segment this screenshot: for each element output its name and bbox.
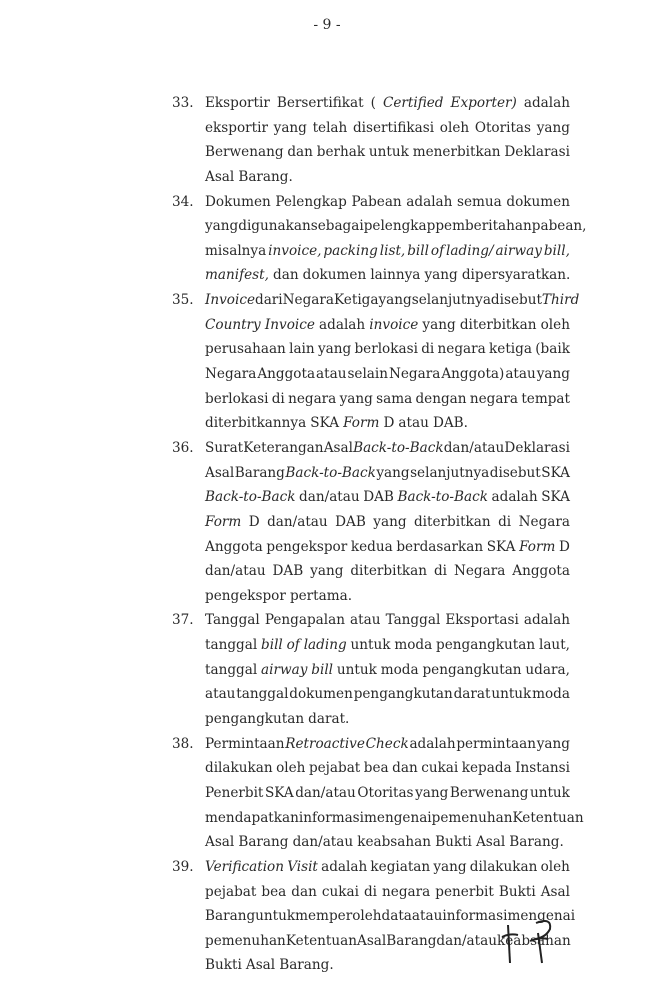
word: bea: [261, 883, 287, 900]
text-line: [205, 584, 570, 609]
text-line: [205, 559, 570, 584]
word: ketiga: [489, 341, 532, 358]
word: yang: [415, 784, 449, 801]
word: pengangkutan: [353, 686, 453, 703]
word: Asal: [205, 464, 235, 481]
item-number: 36.: [172, 439, 194, 456]
italic-term: Invoice: [264, 316, 315, 333]
word: DAB: [272, 563, 304, 580]
word: negara: [437, 341, 486, 358]
word: negara: [288, 390, 337, 407]
word: SKA: [486, 538, 516, 555]
word: dari: [255, 292, 283, 309]
word: SKA: [541, 464, 570, 481]
word: adalah: [523, 612, 570, 629]
word: Penerbit: [205, 784, 264, 801]
italic-term: Exporter): [450, 95, 517, 111]
definition-item: [172, 288, 580, 436]
word: disertifikasi: [352, 119, 435, 136]
word: Deklarasi: [504, 144, 570, 161]
italic-term: lading/: [446, 242, 494, 259]
word: dilakukan: [469, 858, 538, 875]
text-line: [205, 239, 570, 264]
italic-term: Form: [205, 513, 242, 530]
word: Barang.: [238, 168, 293, 185]
word: semua: [457, 193, 502, 210]
word: yang: [378, 292, 412, 309]
word: dan/atau: [205, 563, 266, 580]
word: DAB: [363, 489, 394, 506]
text-line: [205, 781, 570, 806]
word: Pelengkap: [275, 193, 347, 210]
word: Negara: [453, 563, 506, 580]
word: dan: [291, 883, 317, 900]
text-line: [205, 116, 570, 141]
text-line: [205, 682, 570, 707]
word: diterbitkan: [413, 513, 491, 530]
word: diterbitkannya: [205, 415, 307, 432]
word: diterbitkan: [350, 563, 428, 580]
word: eksportir: [205, 119, 268, 136]
italic-term: lading: [303, 637, 347, 654]
italic-term: manifest,: [205, 267, 269, 284]
word: untuk: [529, 784, 570, 801]
italic-term: Retroactive: [285, 735, 365, 752]
text-line: [205, 214, 587, 239]
word: Ketiga: [334, 292, 379, 309]
word: negara: [469, 390, 519, 407]
text-line: [205, 830, 570, 855]
word: adalah: [523, 95, 570, 111]
definition-item: [172, 608, 570, 731]
text-line: [205, 633, 570, 658]
word: adalah: [406, 193, 453, 210]
word: pabean,: [531, 218, 587, 235]
word: moda: [532, 686, 570, 703]
word: pejabat: [308, 760, 361, 777]
text-line: [205, 756, 570, 781]
italic-term: Visit: [287, 858, 318, 875]
word: D: [559, 538, 570, 555]
text-line: [205, 658, 570, 683]
text-line: [205, 190, 570, 215]
word: Anggota: [257, 366, 316, 383]
italic-term: airway: [261, 661, 308, 678]
italic-term: Check: [365, 735, 409, 752]
word: Bukti: [498, 883, 536, 900]
word: Dokumen: [205, 193, 271, 210]
text-line: [205, 313, 570, 338]
text-line: [205, 91, 570, 116]
word: yang: [339, 390, 373, 407]
italic-term: list,: [379, 242, 406, 259]
text-line: [205, 535, 570, 560]
word: penerbit: [435, 883, 494, 900]
italic-term: bill: [407, 242, 429, 259]
word: moda: [380, 661, 419, 678]
text-line: [205, 411, 570, 436]
word: pertama.: [289, 587, 353, 604]
item-number: 34.: [172, 193, 194, 210]
word: di: [421, 341, 435, 358]
word: dan/atau: [295, 784, 356, 801]
item-number: 33.: [172, 95, 194, 111]
word: Ketentuan: [285, 932, 357, 949]
word: Pabean: [351, 193, 402, 210]
word: SKA: [310, 415, 340, 432]
italic-term: Back-to-Back: [353, 439, 444, 456]
text-line: [205, 707, 570, 732]
word: berdasarkan: [396, 538, 484, 555]
text-line: [205, 461, 570, 486]
text-line: [205, 165, 570, 190]
word: yang: [433, 858, 467, 875]
word: atau: [398, 415, 429, 432]
item-number: 39.: [172, 858, 194, 875]
text-line: [205, 337, 570, 362]
word: berhak: [316, 144, 366, 161]
word: adalah: [319, 316, 366, 333]
word: yang: [317, 341, 352, 358]
word: yang: [310, 563, 344, 580]
word: telah: [312, 119, 348, 136]
word: cukai: [321, 883, 359, 900]
word: SKA: [264, 784, 294, 801]
italic-term: invoice: [369, 316, 419, 333]
text-line: [205, 510, 570, 535]
italic-term: invoice,: [268, 242, 322, 259]
word: Negara: [518, 513, 570, 530]
text-line: [205, 436, 570, 461]
word: dokumen: [506, 193, 570, 210]
italic-term: Third: [541, 292, 580, 309]
italic-term: Back-to-Back: [205, 489, 296, 506]
word: dan: [273, 267, 299, 284]
word: berlokasi: [205, 390, 269, 407]
word: D: [248, 513, 260, 530]
word: misalnya: [205, 242, 267, 259]
word: Berwenang: [449, 784, 529, 801]
word: dan: [392, 760, 418, 777]
word: berlokasi: [354, 341, 418, 358]
word: disebut: [489, 464, 541, 481]
definition-item: [172, 436, 570, 608]
word: Asal: [475, 834, 506, 851]
word: pejabat: [205, 883, 257, 900]
word: Tanggal: [205, 612, 260, 629]
word: kegiatan: [370, 858, 431, 875]
word: Barang.: [509, 834, 564, 851]
word: SKA: [541, 489, 570, 506]
word: oleh: [540, 316, 570, 333]
word: Pengapalan: [264, 612, 345, 629]
word: yang: [205, 218, 239, 235]
text-line: [205, 608, 570, 633]
word: di: [498, 513, 512, 530]
italic-term: Form: [343, 415, 380, 432]
word: dengan: [415, 390, 467, 407]
definitions-list: [172, 91, 587, 978]
word: pelengkap: [363, 218, 436, 235]
word: Barang: [205, 908, 256, 925]
word: mendapatkan: [205, 809, 299, 826]
word: sebagai: [310, 218, 364, 235]
italic-term: Invoice: [205, 292, 255, 309]
italic-term: bill: [261, 637, 283, 654]
word: oleh: [276, 760, 306, 777]
word: Surat: [205, 439, 244, 456]
text-line: [205, 732, 570, 757]
word: keabsahan: [496, 932, 571, 949]
word: sama: [376, 390, 413, 407]
word: menerbitkan: [412, 144, 501, 161]
word: yang: [373, 513, 407, 530]
word: keabsahan: [357, 834, 432, 851]
word: yang: [424, 267, 458, 284]
word: dipersyaratkan.: [461, 267, 571, 284]
word: dan: [287, 144, 313, 161]
word: Otoritas: [357, 784, 414, 801]
word: tanggal: [205, 637, 258, 654]
handwritten-initials: [500, 915, 570, 965]
word: tanggal: [236, 686, 289, 703]
italic-term: bill,: [543, 242, 570, 259]
italic-term: Certified: [382, 95, 444, 111]
word: atau: [411, 908, 443, 925]
word: Negara: [205, 366, 257, 383]
word: pemberitahan: [435, 218, 532, 235]
text-line: [205, 263, 570, 288]
word: Asal: [205, 834, 235, 851]
word: yang: [536, 119, 570, 136]
item-number: 35.: [172, 292, 194, 309]
word: untuk: [255, 908, 296, 925]
word: darat.: [308, 711, 350, 728]
word: pengekspor: [205, 587, 286, 604]
item-number: 37.: [172, 612, 194, 629]
word: pengangkutan: [422, 661, 522, 678]
word: Permintaan: [205, 735, 285, 752]
word: di: [363, 883, 378, 900]
word: Deklarasi: [504, 439, 570, 456]
text-line: [205, 387, 570, 412]
italic-term: Back-to-Back: [397, 489, 488, 506]
italic-term: packing: [323, 242, 378, 259]
word: Asal: [205, 168, 235, 185]
word: (: [370, 95, 376, 111]
word: dan/atau: [292, 834, 354, 851]
word: atau: [205, 686, 236, 703]
word: untuk: [336, 661, 377, 678]
word: selanjutnya: [410, 464, 490, 481]
word: perusahaan: [205, 341, 286, 358]
word: oleh: [439, 119, 470, 136]
word: Barang: [234, 464, 285, 481]
text-line: [205, 485, 570, 510]
word: (baik: [535, 341, 570, 358]
word: pengekspor: [266, 538, 348, 555]
word: Ketentuan: [512, 809, 584, 826]
word: bea: [363, 760, 389, 777]
word: Negara: [282, 292, 335, 309]
word: tanggal: [205, 661, 258, 678]
text-line: [205, 880, 570, 905]
word: dan/atau: [443, 439, 505, 456]
italic-term: Country: [205, 316, 261, 333]
text-line: [205, 140, 570, 165]
text-line: [205, 855, 570, 880]
word: atau: [350, 612, 381, 629]
definition-item: [172, 190, 587, 289]
word: adalah: [321, 858, 368, 875]
word: darat: [453, 686, 491, 703]
definition-item: [172, 91, 570, 190]
italic-term: airway: [495, 242, 542, 259]
word: Eksportasi: [445, 612, 519, 629]
word: laut,: [538, 637, 570, 654]
word: dan/atau: [436, 932, 497, 949]
italic-term: Back-to-Back: [285, 464, 376, 481]
word: dokumen: [289, 686, 353, 703]
text-line: [205, 806, 584, 831]
word: Bersertifikat: [276, 95, 364, 111]
italic-term: bill: [311, 661, 334, 678]
word: digunakan: [238, 218, 311, 235]
word: mengenai: [364, 809, 432, 826]
word: selain: [347, 366, 389, 383]
item-number: 38.: [172, 735, 194, 752]
word: Barang: [386, 932, 437, 949]
word: Asal: [357, 932, 387, 949]
word: kedua: [350, 538, 393, 555]
word: dan/atau: [267, 513, 328, 530]
word: atau: [316, 366, 347, 383]
word: adalah: [409, 735, 456, 752]
word: pengangkutan: [205, 711, 305, 728]
word: informasi: [442, 908, 508, 925]
word: memperoleh: [295, 908, 382, 925]
word: Anggota): [441, 366, 505, 383]
word: Bukti: [205, 957, 242, 974]
word: yang: [536, 735, 570, 752]
word: negara: [382, 883, 431, 900]
word: Bukti: [435, 834, 472, 851]
text-line: [205, 362, 570, 387]
word: Eksportir: [205, 95, 270, 111]
italic-term: of: [286, 637, 300, 654]
word: kepada: [461, 760, 512, 777]
word: Barang: [238, 834, 289, 851]
word: Keterangan: [243, 439, 324, 456]
word: yang: [422, 316, 456, 333]
word: Berwenang: [205, 144, 284, 161]
word: yang: [273, 119, 307, 136]
word: disebut: [490, 292, 542, 309]
word: Tanggal: [385, 612, 441, 629]
word: lainnya: [370, 267, 421, 284]
page-number: - 9 -: [313, 17, 341, 33]
word: adalah: [491, 489, 538, 506]
word: atau: [505, 366, 536, 383]
word: Asal: [323, 439, 353, 456]
word: di: [433, 563, 448, 580]
word: lain: [289, 341, 315, 358]
italic-term: Form: [519, 538, 556, 555]
word: untuk: [368, 144, 409, 161]
word: pemenuhan: [431, 809, 513, 826]
word: dokumen: [302, 267, 367, 284]
word: cukai: [421, 760, 459, 777]
word: Asal: [540, 883, 570, 900]
word: informasi: [298, 809, 365, 826]
word: dilakukan: [205, 760, 273, 777]
word: diterbitkan: [459, 316, 537, 333]
word: pemenuhan: [205, 932, 286, 949]
word: yang: [536, 366, 570, 383]
word: Asal: [245, 957, 276, 974]
italic-term: of: [430, 242, 445, 259]
word: dan/atau: [299, 489, 360, 506]
word: permintaan: [456, 735, 536, 752]
word: DAB.: [432, 415, 468, 432]
word: Anggota: [205, 538, 263, 555]
word: pengangkutan: [436, 637, 536, 654]
word: yang: [376, 464, 410, 481]
word: oleh: [540, 858, 570, 875]
word: data: [381, 908, 412, 925]
word: mengenai: [507, 908, 576, 925]
word: di: [271, 390, 285, 407]
word: untuk: [491, 686, 532, 703]
word: udara,: [525, 661, 570, 678]
word: selanjutnya: [411, 292, 491, 309]
word: D: [383, 415, 395, 432]
definition-item: [172, 732, 584, 855]
word: Anggota: [512, 563, 570, 580]
word: Instansi: [515, 760, 570, 777]
word: moda: [394, 637, 433, 654]
italic-term: Verification: [205, 858, 284, 875]
word: DAB: [335, 513, 366, 530]
text-line: [205, 288, 580, 313]
word: Negara: [388, 366, 441, 383]
word: Barang.: [279, 957, 334, 974]
word: Otoritas: [474, 119, 532, 136]
word: tempat: [521, 390, 570, 407]
word: untuk: [350, 637, 391, 654]
